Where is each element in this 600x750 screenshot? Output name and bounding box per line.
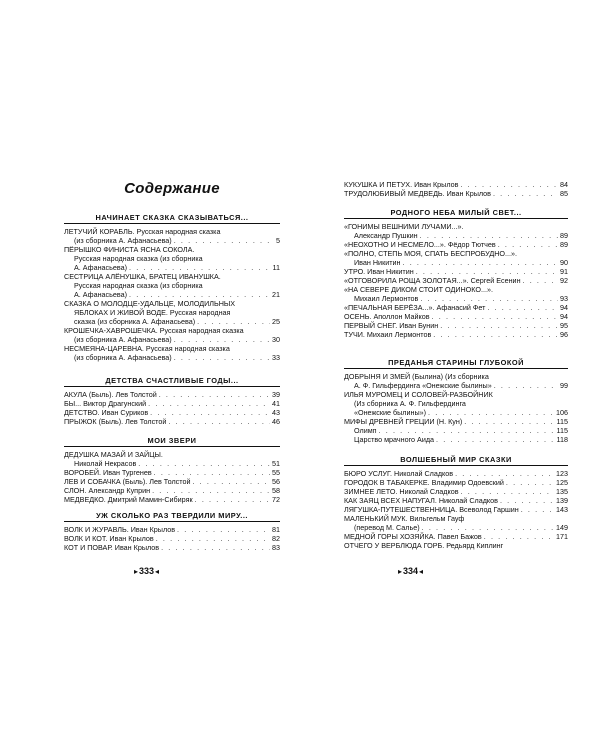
entry-title: ПЕРВЫЙ СНЕГ. Иван Бунин <box>344 321 439 330</box>
entry-page-number: 115 <box>556 417 568 426</box>
section-heading: ПРЕДАНЬЯ СТАРИНЫ ГЛУБОКОЙ <box>344 357 568 369</box>
dot-leader <box>177 525 270 534</box>
entry-page-number: 43 <box>272 408 280 417</box>
entry-page-number: 143 <box>556 505 568 514</box>
dot-leader <box>432 312 558 321</box>
toc-entry[interactable] <box>64 272 280 299</box>
entry-page-number: 125 <box>556 478 568 487</box>
dot-leader <box>159 390 270 399</box>
dot-leader <box>129 290 270 299</box>
entry-title-continued: Александр Пушкин <box>354 231 418 240</box>
dot-leader <box>428 408 554 417</box>
entry-title: ОТЧЕГО У ВЕРБЛЮДА ГОРБ. Редьярд Киплинг <box>344 541 504 550</box>
entry-title: ЛЕВ И СОБАЧКА (Быль). Лев Толстой <box>64 477 191 486</box>
entry-title-continued: (Из сборника А. Ф. Гильфердинга <box>354 399 466 408</box>
entry-title: КРОШЕЧКА-ХАВРОШЕЧКА. Русская народная сказка <box>64 326 244 335</box>
entry-page-number: 83 <box>272 543 280 552</box>
dot-leader <box>138 459 270 468</box>
entry-title-continued: (из сборника А. Афанасьева) <box>74 236 172 245</box>
dot-leader <box>464 417 554 426</box>
entry-title: ИЛЬЯ МУРОМЕЦ И СОЛОВЕЙ-РАЗБОЙНИК <box>344 390 493 399</box>
entry-title: МИФЫ ДРЕВНЕЙ ГРЕЦИИ (Н. Кун) <box>344 417 463 426</box>
dot-leader <box>433 330 558 339</box>
entry-title: ТУЧИ. Михаил Лермонтов <box>344 330 432 339</box>
entry-title: БЮРО УСЛУГ. Николай Сладков <box>344 469 454 478</box>
dot-leader <box>174 335 270 344</box>
right-page <box>300 0 600 750</box>
section-heading: ДЕТСТВА СЧАСТЛИВЫЕ ГОДЫ... <box>64 375 280 387</box>
dot-leader <box>493 189 558 198</box>
entry-page-number: 118 <box>556 435 568 444</box>
entry-title-continued: (из сборника А. Афанасьева) <box>74 335 172 344</box>
dot-leader <box>150 408 270 417</box>
page-number-right: ▸ 334 ◂ <box>398 566 424 576</box>
entry-title: КУКУШКА И ПЕТУХ. Иван Крылов <box>344 180 459 189</box>
entry-title: Царство мрачного Аида <box>354 435 435 444</box>
toc-entry[interactable] <box>344 285 568 303</box>
toc-entry[interactable] <box>64 299 280 326</box>
entry-title-continued: Иван Никитин <box>354 258 401 267</box>
toc-entry[interactable] <box>344 249 568 267</box>
entry-page-number: 92 <box>560 276 568 285</box>
entry-page-number: 89 <box>560 231 568 240</box>
dot-leader <box>416 267 558 276</box>
page-number-left: ▸ 333 ◂ <box>134 566 160 576</box>
toc-entry[interactable] <box>344 390 568 417</box>
dot-leader <box>422 523 554 532</box>
toc-entry[interactable] <box>344 435 568 444</box>
toc-entry[interactable] <box>344 180 568 189</box>
entry-title: ДОБРЫНЯ И ЗМЕЙ (Былина) (Из сборника <box>344 372 489 381</box>
toc-entry[interactable] <box>344 541 568 550</box>
section-heading: МОИ ЗВЕРИ <box>64 435 280 447</box>
dot-leader <box>436 435 554 444</box>
entry-title: ЛЕТУЧИЙ КОРАБЛЬ. Русская народная сказка <box>64 227 221 236</box>
toc-entry[interactable] <box>344 417 568 426</box>
dot-leader <box>148 399 270 408</box>
dot-leader <box>487 303 558 312</box>
dot-leader <box>523 276 558 285</box>
toc-entry[interactable] <box>344 276 568 285</box>
entry-title: Олимп <box>354 426 377 435</box>
toc-entry[interactable] <box>344 267 568 276</box>
toc-entry[interactable] <box>64 408 280 417</box>
entry-page-number: 82 <box>272 534 280 543</box>
toc-entry[interactable] <box>344 321 568 330</box>
entry-page-number: 25 <box>272 317 280 326</box>
toc-entry[interactable] <box>344 496 568 505</box>
entry-title: КОТ И ПОВАР. Иван Крылов <box>64 543 160 552</box>
page-title: Содержание <box>124 180 220 197</box>
entry-page-number: 41 <box>272 399 280 408</box>
ornament-right-icon: ◂ <box>419 566 424 576</box>
toc-entry[interactable] <box>344 240 568 249</box>
toc-entry[interactable] <box>344 189 568 198</box>
entry-title-continued: (перевод М. Салье) <box>354 523 420 532</box>
entry-page-number: 84 <box>560 180 568 189</box>
entry-title: НЕСМЕЯНА-ЦАРЕВНА. Русская народная сказка <box>64 344 230 353</box>
dot-leader <box>420 231 558 240</box>
entry-title: ДЕТСТВО. Иван Суриков <box>64 408 149 417</box>
toc-entry[interactable] <box>64 543 280 552</box>
dot-leader <box>156 534 270 543</box>
entry-title: «ПЕЧАЛЬНАЯ БЕРЁЗА...». Афанасий Фет <box>344 303 486 312</box>
toc-entry[interactable] <box>64 450 280 468</box>
dot-leader <box>461 487 554 496</box>
entry-title: ДЕДУШКА МАЗАЙ И ЗАЙЦЫ. <box>64 450 163 459</box>
dot-leader <box>154 468 270 477</box>
entry-title: ВОЛК И ЖУРАВЛЬ. Иван Крылов <box>64 525 176 534</box>
dot-leader <box>195 495 270 504</box>
toc-entry[interactable] <box>64 245 280 272</box>
entry-title: КАК ЗАЯЦ ВСЕХ НАПУГАЛ. Николай Сладков <box>344 496 498 505</box>
toc-entry[interactable] <box>344 303 568 312</box>
entry-page-number: 89 <box>560 240 568 249</box>
entry-title: ЗИМНЕЕ ЛЕТО. Николай Сладков <box>344 487 459 496</box>
toc-entry[interactable] <box>344 312 568 321</box>
entry-page-number: 51 <box>272 459 280 468</box>
section-heading: РОДНОГО НЕБА МИЛЫЙ СВЕТ... <box>344 207 568 219</box>
entry-page-number: 56 <box>272 477 280 486</box>
dot-leader <box>379 426 555 435</box>
dot-leader <box>129 263 271 272</box>
toc-entry[interactable] <box>64 468 280 477</box>
entry-title: ГОРОДОК В ТАБАКЕРКЕ. Владимир Одоевский <box>344 478 504 487</box>
toc-entry[interactable] <box>344 469 568 478</box>
toc-entry[interactable] <box>64 534 280 543</box>
entry-title-continued: А. Афанасьева) <box>74 290 128 299</box>
ornament-left-icon: ▸ <box>134 566 139 576</box>
entry-page-number: 90 <box>560 258 568 267</box>
toc-entry[interactable] <box>344 372 568 390</box>
entry-title-continued: (из сборника А. Афанасьева) <box>74 353 172 362</box>
toc-entry[interactable] <box>344 514 568 532</box>
entry-page-number: 96 <box>560 330 568 339</box>
section-heading: НАЧИНАЕТ СКАЗКА СКАЗЫВАТЬСЯ... <box>64 212 280 224</box>
entry-title: ПРЫЖОК (Быль). Лев Толстой <box>64 417 167 426</box>
entry-page-number: 85 <box>560 189 568 198</box>
dot-leader <box>500 496 554 505</box>
entry-title: ОСЕНЬ. Аполлон Майков <box>344 312 430 321</box>
entry-title: «ПОЛНО, СТЕПЬ МОЯ, СПАТЬ БЕСПРОБУДНО...». <box>344 249 517 258</box>
toc-entry[interactable] <box>344 330 568 339</box>
toc-entry[interactable] <box>344 532 568 541</box>
entry-title-continued: сказка (из сборника А. Афанасьева) <box>74 317 196 326</box>
entry-title-continued: А. Афанасьева) <box>74 263 128 272</box>
toc-entry[interactable] <box>64 390 280 399</box>
entry-title-continued: «Онежские былины») <box>354 408 427 417</box>
dot-leader <box>420 294 558 303</box>
dot-leader <box>197 317 270 326</box>
toc-entry[interactable] <box>64 399 280 408</box>
dot-leader <box>403 258 558 267</box>
entry-page-number: 106 <box>556 408 568 417</box>
dot-leader <box>168 417 270 426</box>
toc-entry[interactable] <box>64 326 280 344</box>
entry-page-number: 72 <box>272 495 280 504</box>
entry-page-number: 21 <box>272 290 280 299</box>
entry-page-number: 93 <box>560 294 568 303</box>
ornament-left-icon: ▸ <box>398 566 403 576</box>
entry-page-number: 94 <box>560 303 568 312</box>
entry-title-continued: Русская народная сказка (из сборника <box>74 254 203 263</box>
entry-title: ВОРОБЕЙ. Иван Тургенев <box>64 468 152 477</box>
toc-entry[interactable] <box>344 505 568 514</box>
dot-leader <box>455 469 554 478</box>
entry-page-number: 5 <box>276 236 280 245</box>
dot-leader <box>152 486 270 495</box>
ornament-right-icon: ◂ <box>155 566 160 576</box>
entry-title: МАЛЕНЬКИЙ МУК. Вильгельм Гауф <box>344 514 465 523</box>
section-heading: ВОЛШЕБНЫЙ МИР СКАЗКИ <box>344 454 568 466</box>
entry-page-number: 46 <box>272 417 280 426</box>
entry-title-continued: Николай Некрасов <box>74 459 137 468</box>
entry-page-number: 94 <box>560 312 568 321</box>
entry-page-number: 30 <box>272 335 280 344</box>
entry-title: ЛЯГУШКА-ПУТЕШЕСТВЕННИЦА. Всеволод Гаршин <box>344 505 519 514</box>
toc-entry[interactable] <box>344 478 568 487</box>
toc-entry[interactable] <box>64 227 280 245</box>
toc-entry[interactable] <box>344 487 568 496</box>
entry-page-number: 33 <box>272 353 280 362</box>
entry-title: СЕСТРИЦА АЛЁНУШКА, БРАТЕЦ ИВАНУШКА. <box>64 272 221 281</box>
entry-title-continued: Михаил Лермонтов <box>354 294 419 303</box>
entry-title: «НА СЕВЕРЕ ДИКОМ СТОИТ ОДИНОКО...». <box>344 285 493 294</box>
entry-title-continued: А. Ф. Гильфердинга «Онежские былины» <box>354 381 492 390</box>
entry-title: «ГОНИМЫ ВЕШНИМИ ЛУЧАМИ...». <box>344 222 464 231</box>
toc-entry[interactable] <box>64 477 280 486</box>
section-heading: УЖ СКОЛЬКО РАЗ ТВЕРДИЛИ МИРУ... <box>64 510 280 522</box>
entry-page-number: 58 <box>272 486 280 495</box>
entry-page-number: 123 <box>556 469 568 478</box>
entry-title: АКУЛА (Быль). Лев Толстой <box>64 390 157 399</box>
entry-title: ПЁРЫШКО ФИНИСТА ЯСНА СОКОЛА. <box>64 245 195 254</box>
dot-leader <box>460 180 558 189</box>
entry-page-number: 149 <box>556 523 568 532</box>
dot-leader <box>506 478 554 487</box>
dot-leader <box>484 532 554 541</box>
entry-page-number: 55 <box>272 468 280 477</box>
dot-leader <box>174 236 274 245</box>
entry-page-number: 81 <box>272 525 280 534</box>
toc-entry[interactable] <box>64 525 280 534</box>
entry-title: ВОЛК И КОТ. Иван Крылов <box>64 534 154 543</box>
entry-title: СКАЗКА О МОЛОДЦЕ-УДАЛЬЦЕ, МОЛОДИЛЬНЫХ <box>64 299 236 308</box>
entry-title: УТРО. Иван Никитин <box>344 267 414 276</box>
entry-title: ТРУДОЛЮБИВЫЙ МЕДВЕДЬ. Иван Крылов <box>344 189 491 198</box>
dot-leader <box>174 353 270 362</box>
entry-title: «ОТГОВОРИЛА РОЩА ЗОЛОТАЯ...». Сергей Есенин <box>344 276 521 285</box>
entry-page-number: 11 <box>272 263 280 272</box>
entry-title: МЕДНОЙ ГОРЫ ХОЗЯЙКА. Павел Бажов <box>344 532 482 541</box>
entry-page-number: 99 <box>560 381 568 390</box>
entry-page-number: 95 <box>560 321 568 330</box>
entry-title: БЫ... Виктор Драгунский <box>64 399 147 408</box>
dot-leader <box>192 477 270 486</box>
entry-title-continued: Русская народная сказка (из сборника <box>74 281 203 290</box>
entry-page-number: 171 <box>556 532 568 541</box>
entry-title: СЛОН. Александр Куприн <box>64 486 151 495</box>
entry-page-number: 39 <box>272 390 280 399</box>
entry-title: МЕДВЕДКО. Дмитрий Мамин-Сибиряк <box>64 495 193 504</box>
dot-leader <box>161 543 270 552</box>
entry-page-number: 139 <box>556 496 568 505</box>
toc-entry[interactable] <box>344 222 568 240</box>
toc-entry[interactable] <box>64 344 280 362</box>
dot-leader <box>498 240 558 249</box>
entry-title: «НЕОХОТНО И НЕСМЕЛО...». Фёдор Тютчев <box>344 240 496 249</box>
dot-leader <box>440 321 558 330</box>
dot-leader <box>521 505 554 514</box>
toc-entry[interactable] <box>64 495 280 504</box>
entry-title-continued: ЯБЛОКАХ И ЖИВОЙ ВОДЕ. Русская народная <box>74 308 231 317</box>
entry-page-number: 115 <box>556 426 568 435</box>
toc-entry[interactable] <box>64 417 280 426</box>
toc-entry[interactable] <box>344 426 568 435</box>
entry-page-number: 91 <box>560 267 568 276</box>
entry-page-number: 135 <box>556 487 568 496</box>
toc-entry[interactable] <box>64 486 280 495</box>
dot-leader <box>494 381 558 390</box>
